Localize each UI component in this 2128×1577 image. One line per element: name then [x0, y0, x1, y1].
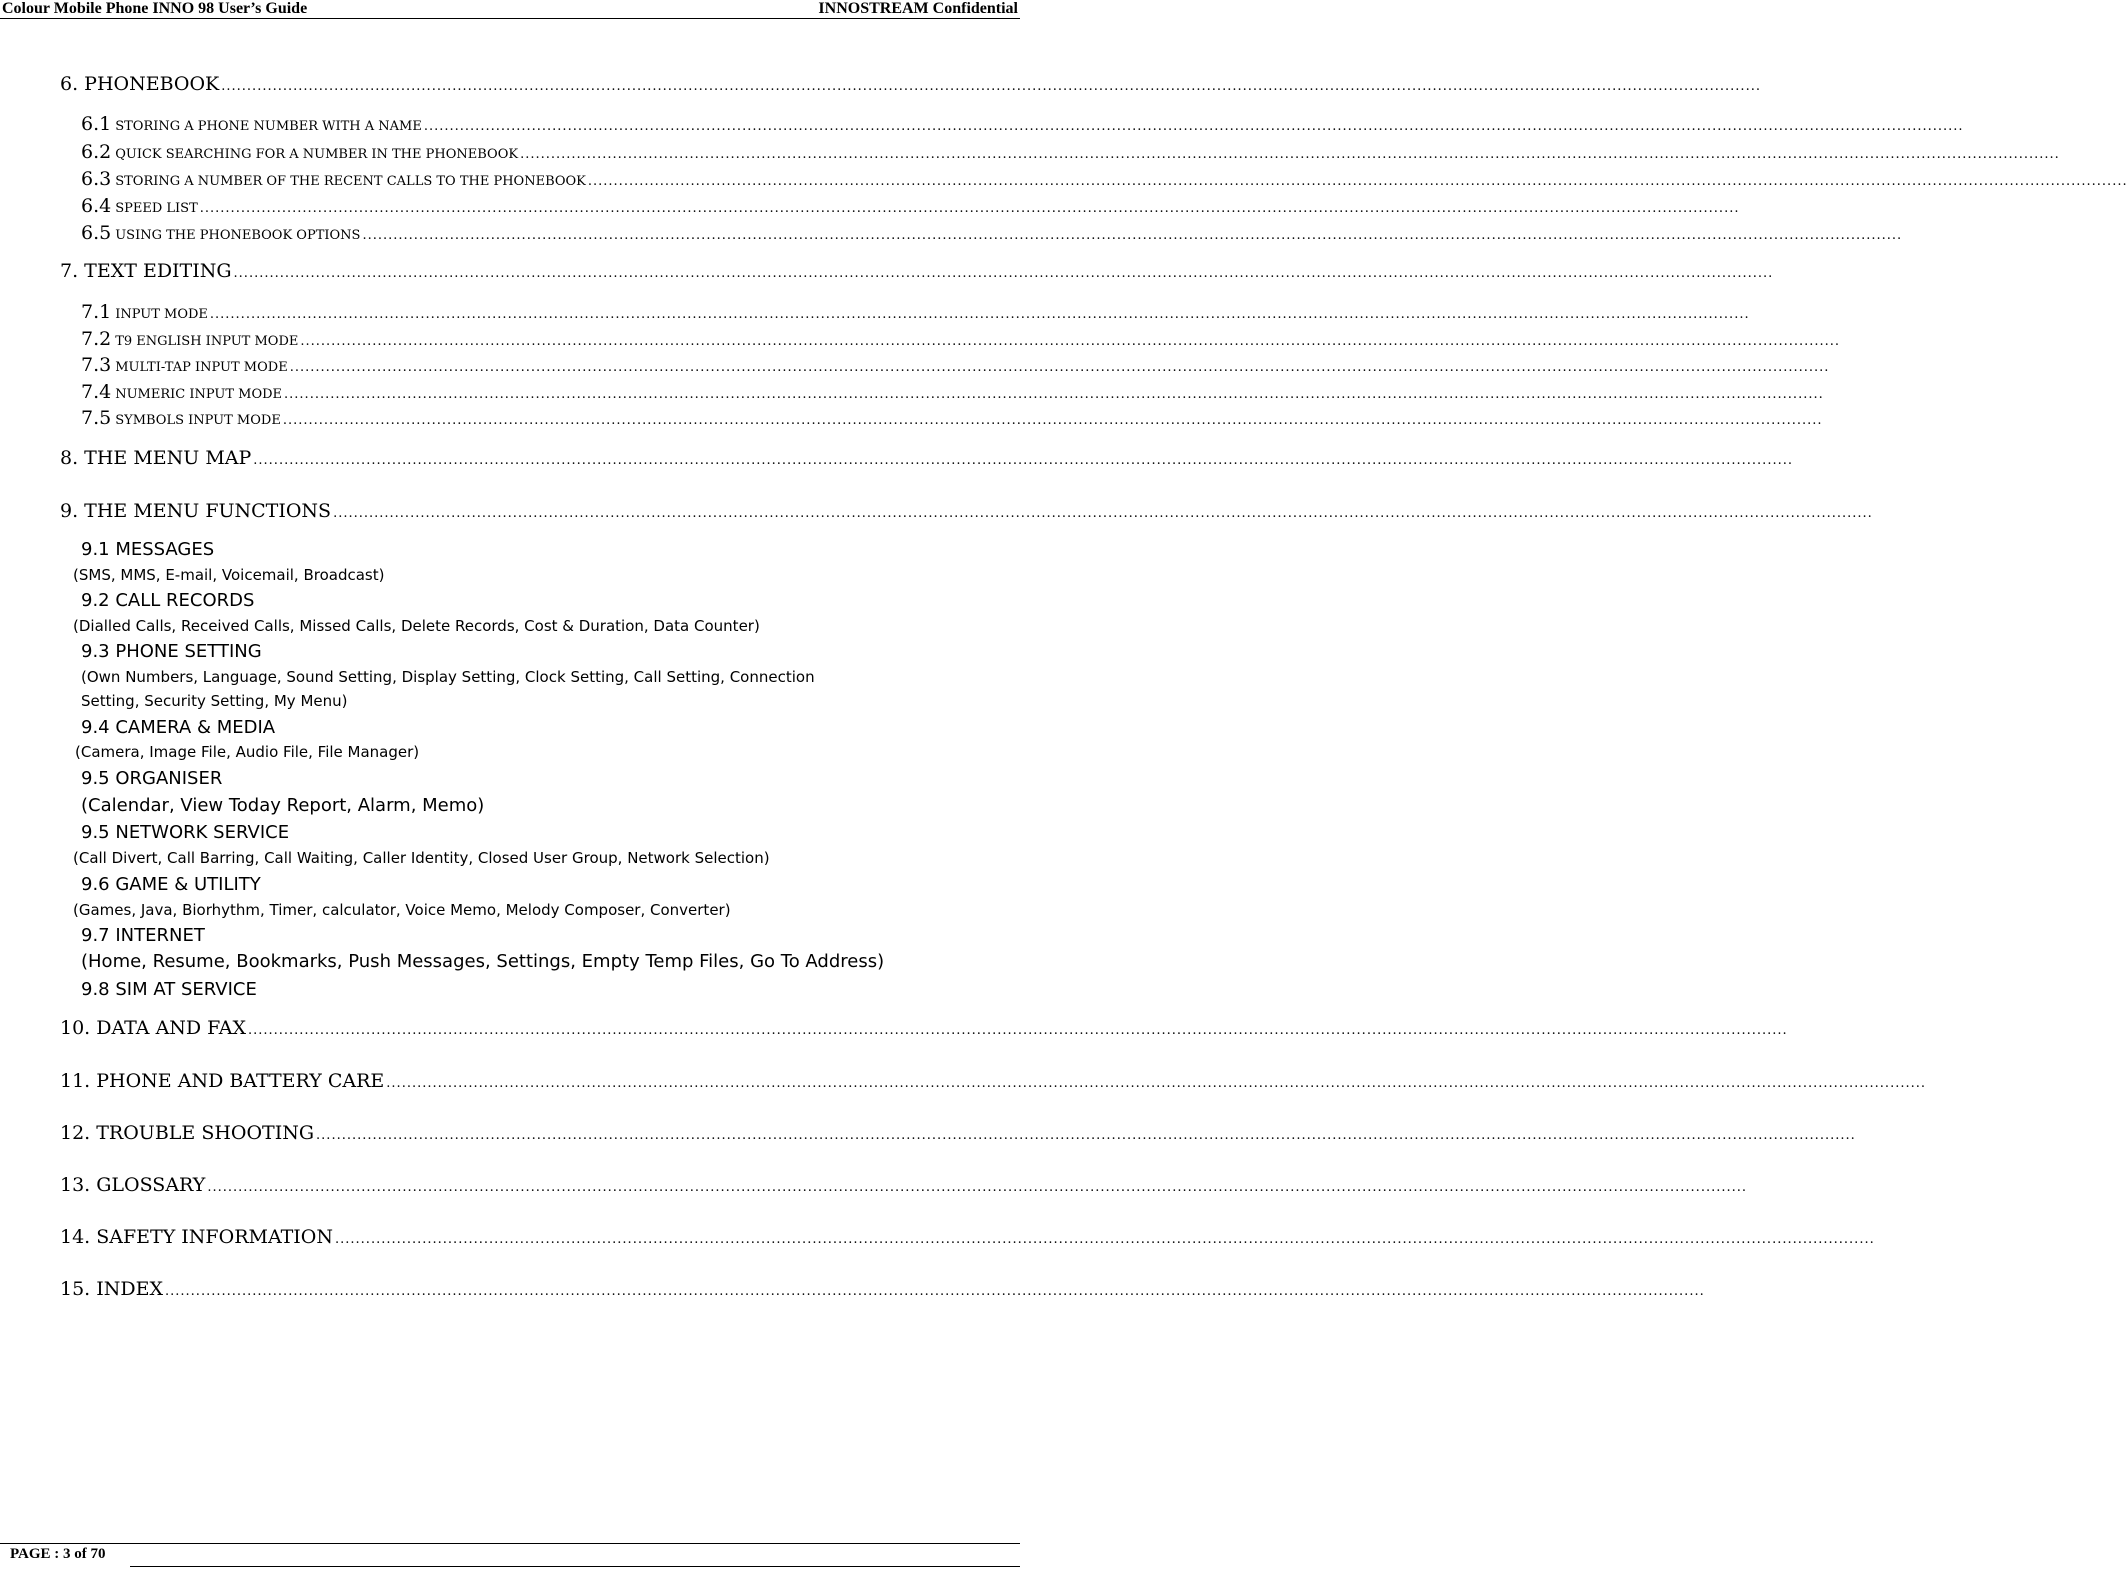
toc-subentry[interactable]: 6.4 SPEED LIST ............................................................................................................................................................................................................................................................................................................	[81, 195, 1740, 217]
menu-item-desc: (Games, Java, Biorhythm, Timer, calculator, Voice Memo, Melody Composer, Converter)	[73, 901, 731, 919]
menu-item-title[interactable]: 9.4 CAMERA & MEDIA	[81, 717, 276, 738]
toc-entry-title: 10. DATA AND FAX	[60, 1017, 246, 1039]
toc-entry-index[interactable]	[60, 1278, 1705, 1300]
toc-entry-title: 15. INDEX	[60, 1278, 164, 1300]
menu-item-desc: Setting, Security Setting, My Menu)	[81, 692, 348, 710]
confidential-label: INNOSTREAM Confidential	[818, 0, 1018, 17]
footer-rule	[130, 1566, 1020, 1567]
dot-leader: ............................................................................................................................................................................................................................................................................................................	[587, 174, 2128, 189]
toc-subentry[interactable]: 7.3 MULTI-TAP INPUT MODE ............................................................................................................................................................................................................................................................................................................	[81, 354, 1830, 376]
toc-entry-text-editing[interactable]	[60, 260, 1774, 282]
menu-item-desc: (Home, Resume, Bookmarks, Push Messages, Settings, Empty Temp Files, Go To Address)	[81, 951, 885, 972]
menu-item-title[interactable]: 9.6 GAME & UTILITY	[81, 874, 261, 895]
dot-leader: ............................................................................................................................................................................................................................................................................................................	[423, 119, 1964, 134]
toc-subentry[interactable]: 6.5 USING THE PHONEBOOK OPTIONS ............................................................................................................................................................................................................................................................................................................	[81, 222, 1903, 244]
menu-item-desc: (Own Numbers, Language, Sound Setting, Display Setting, Clock Setting, Call Setting, Connection	[81, 668, 815, 686]
toc-entry-title: 14. SAFETY INFORMATION	[60, 1226, 334, 1248]
toc-entry-title: 8. THE MENU MAP	[60, 447, 252, 469]
dot-leader: ............................................................................................................................................................................................................................................................................................................	[233, 266, 1774, 281]
toc-subentry[interactable]: 6.1 STORING A PHONE NUMBER WITH A NAME ............................................................................................................................................................................................................................................................................................................	[81, 113, 1964, 135]
menu-item-title[interactable]: 9.8 SIM AT SERVICE	[81, 979, 257, 1000]
document-title: Colour Mobile Phone INNO 98 User’s Guide	[2, 0, 308, 17]
dot-leader: ............................................................................................................................................................................................................................................................................................................	[209, 307, 1750, 322]
page-number: PAGE : 3 of 70	[10, 1546, 106, 1562]
menu-item-title[interactable]: 9.5 NETWORK SERVICE	[81, 822, 290, 843]
dot-leader: ............................................................................................................................................................................................................................................................................................................	[282, 413, 1823, 428]
dot-leader: ............................................................................................................................................................................................................................................................................................................	[333, 506, 1873, 521]
dot-leader: ............................................................................................................................................................................................................................................................................................................	[362, 228, 1903, 243]
dot-leader: ............................................................................................................................................................................................................................................................................................................	[207, 1180, 1748, 1195]
menu-item-desc: (Call Divert, Call Barring, Call Waiting, Caller Identity, Closed User Group, Network Selection)	[73, 849, 770, 867]
dot-leader: ............................................................................................................................................................................................................................................................................................................	[289, 360, 1830, 375]
page-header	[0, 0, 1020, 19]
toc-entry-title: 9. THE MENU FUNCTIONS	[60, 500, 332, 522]
menu-item-title[interactable]: 9.7 INTERNET	[81, 925, 205, 946]
dot-leader: ............................................................................................................................................................................................................................................................................................................	[520, 147, 2060, 162]
toc-subentry[interactable]: 6.2 QUICK SEARCHING FOR A NUMBER IN THE PHONEBOOK ............................................................................................................................................................................................................................................................................................................	[81, 141, 2060, 163]
toc-entry-safety-information[interactable]	[60, 1226, 1875, 1248]
menu-item-title[interactable]: 9.2 CALL RECORDS	[81, 590, 255, 611]
toc-entry-title: 13. GLOSSARY	[60, 1174, 206, 1196]
toc-entry-trouble-shooting[interactable]	[60, 1122, 1856, 1144]
dot-leader: ............................................................................................................................................................................................................................................................................................................	[316, 1128, 1856, 1143]
toc-entry-title: 7. TEXT EDITING	[60, 260, 232, 282]
menu-item-title[interactable]: 9.5 ORGANISER	[81, 768, 223, 789]
toc-entry-title: 6. PHONEBOOK	[60, 73, 220, 95]
dot-leader: ............................................................................................................................................................................................................................................................................................................	[253, 453, 1793, 468]
toc-subentry[interactable]: 7.1 INPUT MODE ............................................................................................................................................................................................................................................................................................................	[81, 301, 1750, 323]
dot-leader: ............................................................................................................................................................................................................................................................................................................	[221, 79, 1761, 94]
toc-entry-data-and-fax[interactable]	[60, 1017, 1788, 1039]
dot-leader: ............................................................................................................................................................................................................................................................................................................	[284, 387, 1824, 402]
menu-item-desc: (Dialled Calls, Received Calls, Missed Calls, Delete Records, Cost & Duration, Data Counter)	[73, 617, 760, 635]
dot-leader: ............................................................................................................................................................................................................................................................................................................	[199, 201, 1740, 216]
toc-entry-phonebook[interactable]	[60, 73, 1761, 95]
menu-item-desc: (Calendar, View Today Report, Alarm, Memo)	[81, 795, 485, 816]
dot-leader: ............................................................................................................................................................................................................................................................................................................	[247, 1023, 1788, 1038]
toc-subentry[interactable]: 6.3 STORING A NUMBER OF THE RECENT CALLS TO THE PHONEBOOK ............................................................................................................................................................................................................................................................................................................	[81, 168, 2128, 190]
toc-subentry[interactable]: 7.5 SYMBOLS INPUT MODE ............................................................................................................................................................................................................................................................................................................	[81, 407, 1823, 429]
toc-entry-title: 11. PHONE AND BATTERY CARE	[60, 1070, 385, 1092]
footer-rule	[0, 1543, 1020, 1544]
toc-entry-phone-battery-care[interactable]	[60, 1070, 1926, 1092]
toc-entry-glossary[interactable]	[60, 1174, 1748, 1196]
dot-leader: ............................................................................................................................................................................................................................................................................................................	[386, 1076, 1926, 1091]
dot-leader: ............................................................................................................................................................................................................................................................................................................	[335, 1232, 1875, 1247]
menu-item-title[interactable]: 9.1 MESSAGES	[81, 539, 215, 560]
menu-item-desc: (SMS, MMS, E-mail, Voicemail, Broadcast)	[73, 566, 385, 584]
dot-leader: ............................................................................................................................................................................................................................................................................................................	[300, 334, 1841, 349]
toc-entry-menu-map[interactable]	[60, 447, 1793, 469]
toc-subentry[interactable]: 7.2 T9 ENGLISH INPUT MODE ............................................................................................................................................................................................................................................................................................................	[81, 328, 1841, 350]
dot-leader: ............................................................................................................................................................................................................................................................................................................	[165, 1284, 1705, 1299]
toc-entry-menu-functions[interactable]	[60, 500, 1873, 522]
menu-item-title[interactable]: 9.3 PHONE SETTING	[81, 641, 262, 662]
menu-item-desc: (Camera, Image File, Audio File, File Manager)	[75, 743, 420, 761]
toc-subentry[interactable]: 7.4 NUMERIC INPUT MODE ............................................................................................................................................................................................................................................................................................................	[81, 381, 1824, 403]
toc-entry-title: 12. TROUBLE SHOOTING	[60, 1122, 315, 1144]
